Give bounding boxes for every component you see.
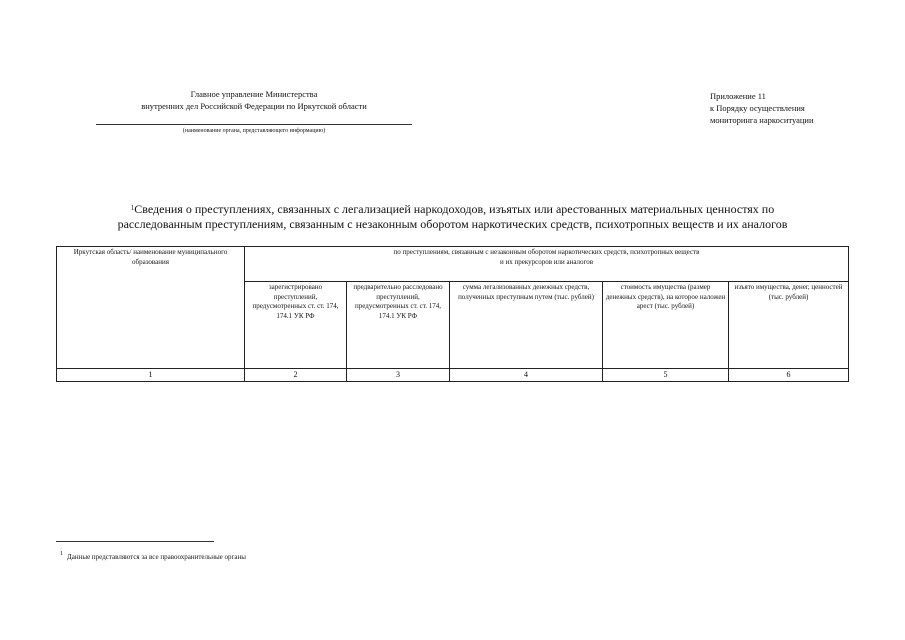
report-table bbox=[56, 246, 849, 382]
organization-name-line-1: Главное управление Министерства bbox=[190, 89, 318, 99]
column-number-cell: 4 bbox=[450, 369, 603, 382]
appendix-line-1: Приложение 11 bbox=[710, 91, 766, 101]
group-header-line-2: и их прекурсоров или аналогов bbox=[499, 257, 594, 266]
column-number-cell: 2 bbox=[245, 369, 347, 382]
column-number-cell: 5 bbox=[603, 369, 729, 382]
document-title bbox=[80, 202, 825, 232]
footnote bbox=[60, 552, 460, 562]
footnote-text: Данные представляются за все правоохранительные органы bbox=[67, 553, 246, 561]
organization-name-line-2: внутренних дел Российской Федерации по Иркутской области bbox=[141, 101, 367, 111]
column-header-seized-property: изъято имущества, денег, ценностей (тыс. рублей) bbox=[729, 282, 849, 369]
title-footnote-mark: 1 bbox=[130, 204, 135, 212]
group-header-line-1: по преступлениям, связанным с незаконным оборотом наркотических средств, психотропных веществ bbox=[393, 248, 700, 256]
column-header-arrested-property: стоимость имущества (размер денежных средств), на которое наложен арест (тыс. рублей) bbox=[603, 282, 729, 369]
organization-name bbox=[96, 88, 412, 112]
footnote-mark: 1 bbox=[60, 551, 63, 557]
organization-caption: (наименование органа, представляющего информацию) bbox=[182, 128, 326, 134]
table-column-numbers-row bbox=[57, 369, 849, 382]
group-header-cell bbox=[245, 247, 849, 282]
column-number-cell: 1 bbox=[57, 369, 245, 382]
column-header-investigated: предварительно расследовано преступлений, предусмотренных ст. ст. 174, 174.1 УК РФ bbox=[347, 282, 450, 369]
column-header-laundered-sum: сумма легализованных денежных средств, полученных преступным путем (тыс. рублей) bbox=[450, 282, 603, 369]
table-header-row bbox=[57, 247, 849, 282]
title-line-2: расследованным преступлениям, связанным с незаконным оборотом наркотических средств, психотропных веществ и их аналогов bbox=[117, 217, 788, 231]
region-header-cell: Иркутская область/ наименование муниципального образования bbox=[57, 247, 245, 369]
organization-underline bbox=[96, 124, 412, 125]
column-number-cell: 6 bbox=[729, 369, 849, 382]
appendix-note bbox=[710, 90, 860, 126]
title-line-1: Сведения о преступлениях, связанных с легализацией наркодоходов, изъятых или арестованных материальных ценностях по bbox=[134, 202, 775, 216]
column-header-registered: зарегистрировано преступлений, предусмотренных ст. ст. 174, 174.1 УК РФ bbox=[245, 282, 347, 369]
footnote-separator bbox=[56, 541, 214, 542]
appendix-line-2: к Порядку осуществления bbox=[710, 103, 805, 113]
column-number-cell: 3 bbox=[347, 369, 450, 382]
appendix-line-3: мониторинга наркоситуации bbox=[710, 115, 814, 125]
